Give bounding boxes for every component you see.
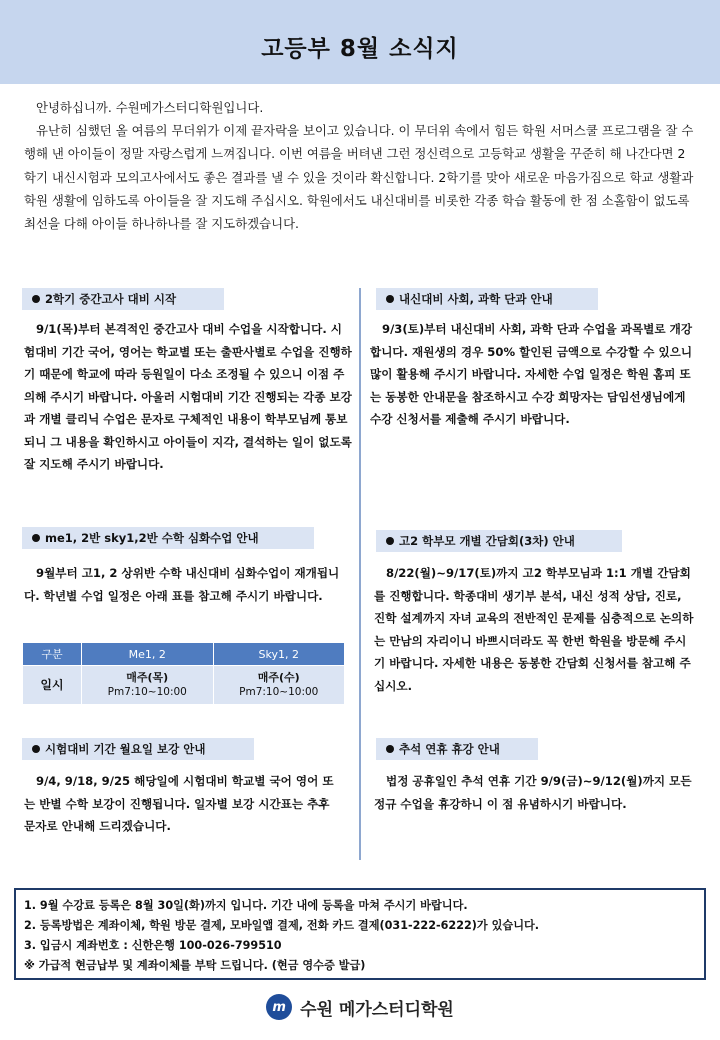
section-label-holiday (376, 738, 538, 760)
column-divider (359, 288, 361, 860)
table-header-cell: Me1, 2 (82, 643, 214, 666)
bullet-icon (32, 295, 40, 303)
section-text: 9/4, 9/18, 9/25 해당일에 시험대비 학교별 국어 영어 또는 반별 수학 보강이 진행됩니다. 일자별 보강 시간표는 추후 문자로 안내해 드리겠습니다. (24, 774, 334, 833)
section-label-makeup (22, 738, 254, 760)
header-banner (0, 0, 720, 84)
section-title: 2학기 중간고사 대비 시작 (45, 292, 177, 306)
table-header-row (23, 643, 345, 666)
payment-notice-box (14, 888, 706, 980)
section-text: 8/22(월)~9/17(토)까지 고2 학부모님과 1:1 개별 간담회를 진행합니다. 학종대비 생기부 분석, 내신 성적 상담, 진로, 진학 설계까지 자녀 교육의 전반적인 문제를 심층적으로 논의하는 만남의 자리이니 바쁘시더라도 꼭 한번 학원을 방문해 주시기 바랍니다. 자세한 내용은 동봉한 간담회 신청서를 참고해 주십시오. (374, 566, 694, 693)
section-title: me1, 2반 sky1,2반 수학 심화수업 안내 (45, 531, 259, 545)
section-title: 추석 연휴 휴강 안내 (399, 742, 500, 756)
table-row-label: 일시 (23, 666, 82, 705)
section-title: 시험대비 기간 월요일 보강 안내 (45, 742, 206, 756)
section-body-consult (374, 562, 696, 697)
notice-line: 2. 등록방법은 계좌이체, 학원 방문 결제, 모바일앱 결제, 전화 카드 결제(031-222-6222)가 있습니다. (24, 919, 540, 932)
notice-line: 3. 입금시 계좌번호 : 신한은행 100-026-799510 (24, 939, 282, 952)
table-header-cell: Sky1, 2 (213, 643, 345, 666)
section-body-midterm (24, 318, 352, 476)
section-body-naesin (370, 318, 698, 431)
section-body-holiday (374, 770, 694, 815)
section-text: 9월부터 고1, 2 상위반 수학 내신대비 심화수업이 재개됩니다. 학년별 수업 일정은 아래 표를 참고해 주시기 바랍니다. (24, 566, 340, 603)
logo-icon: m (266, 994, 292, 1020)
section-title: 내신대비 사회, 과학 단과 안내 (399, 292, 553, 306)
cell-time: Pm7:10~10:00 (239, 686, 319, 698)
footer-logo (0, 990, 720, 1024)
section-text: 9/1(목)부터 본격적인 중간고사 대비 수업을 시작합니다. 시험대비 기간 국어, 영어는 학교별 또는 출판사별로 수업을 진행하기 때문에 학교에 따라 등원일이 다소 조정될 수 있으니 이점 주의해 주시기 바랍니다. 아울러 시험대비 기간 진행되는 각종 보강과 개별 클리닉 수업은 문자로 구체적인 내용이 학부모님께 통보되니 그 내용을 확인하시고 아이들이 지각, 결석하는 일이 없도록 잘 지도해 주시기 바랍니다. (24, 322, 352, 471)
page-title: 고등부 8월 소식지 (261, 36, 459, 62)
section-text: 법정 공휴일인 추석 연휴 기간 9/9(금)~9/12(월)까지 모든 정규 수업을 휴강하니 이 점 유념하시기 바랍니다. (374, 774, 692, 811)
table-header-cell: 구분 (23, 643, 82, 666)
section-body-math (24, 562, 344, 607)
notice-line: ※ 가급적 현금납부 및 계좌이체를 부탁 드립니다. (현금 영수증 발급) (24, 959, 366, 972)
cell-time: Pm7:10~10:00 (107, 686, 187, 698)
intro-body: 유난히 심했던 올 여름의 무더위가 이제 끝자락을 보이고 있습니다. 이 무더위 속에서 힘든 학원 서머스쿨 프로그램을 잘 수행해 낸 아이들이 정말 자랑스럽게 느껴집니다. 이번 여름을 버텨낸 그런 정신력으로 고등학교 생활을 꾸준히 해 나간다면 2학기 내신시험과 모의고사에서도 좋은 결과를 낼 수 있을 것이라 확신합니다. 2학기를 맞아 새로운 마음가짐으로 학교 생활과 학원 생활에 임하도록 아이들을 잘 지도해 주십시오. 학원에서도 내신대비를 비롯한 각종 학습 활동에 한 점 소홀함이 없도록 최선을 다해 아이들 하나하나를 잘 지도하겠습니다. (24, 123, 694, 232)
section-label-midterm (22, 288, 224, 310)
bullet-icon (386, 295, 394, 303)
bullet-icon (386, 537, 394, 545)
table-cell (213, 666, 345, 705)
intro-text (24, 96, 696, 235)
academy-name: 수원 메가스터디학원 (300, 999, 454, 1020)
section-label-math (22, 527, 314, 549)
bullet-icon (32, 534, 40, 542)
cell-day: 매주(수) (257, 671, 300, 684)
section-label-naesin (376, 288, 598, 310)
section-title: 고2 학부모 개별 간담회(3차) 안내 (399, 534, 575, 548)
section-text: 9/3(토)부터 내신대비 사회, 과학 단과 수업을 과목별로 개강합니다. 재원생의 경우 50% 할인된 금액으로 수강할 수 있으니 많이 활용해 주시기 바랍니다. 자세한 수업 일정은 학원 홈피 또는 동봉한 안내문을 참조하시고 수강 희망자는 담임선생님에게 수강 신청서를 제출해 주시기 바랍니다. (370, 322, 693, 426)
table-cell (82, 666, 214, 705)
bullet-icon (32, 745, 40, 753)
cell-day: 매주(목) (126, 671, 169, 684)
math-schedule-table (22, 642, 345, 705)
notice-line: 1. 9월 수강료 등록은 8월 30일(화)까지 입니다. 기간 내에 등록을 마쳐 주시기 바랍니다. (24, 899, 468, 912)
bullet-icon (386, 745, 394, 753)
section-label-consult (376, 530, 622, 552)
table-row (23, 666, 345, 705)
section-body-makeup (24, 770, 344, 838)
intro-greeting: 안녕하십니까. 수원메가스터디학원입니다. (36, 100, 264, 115)
